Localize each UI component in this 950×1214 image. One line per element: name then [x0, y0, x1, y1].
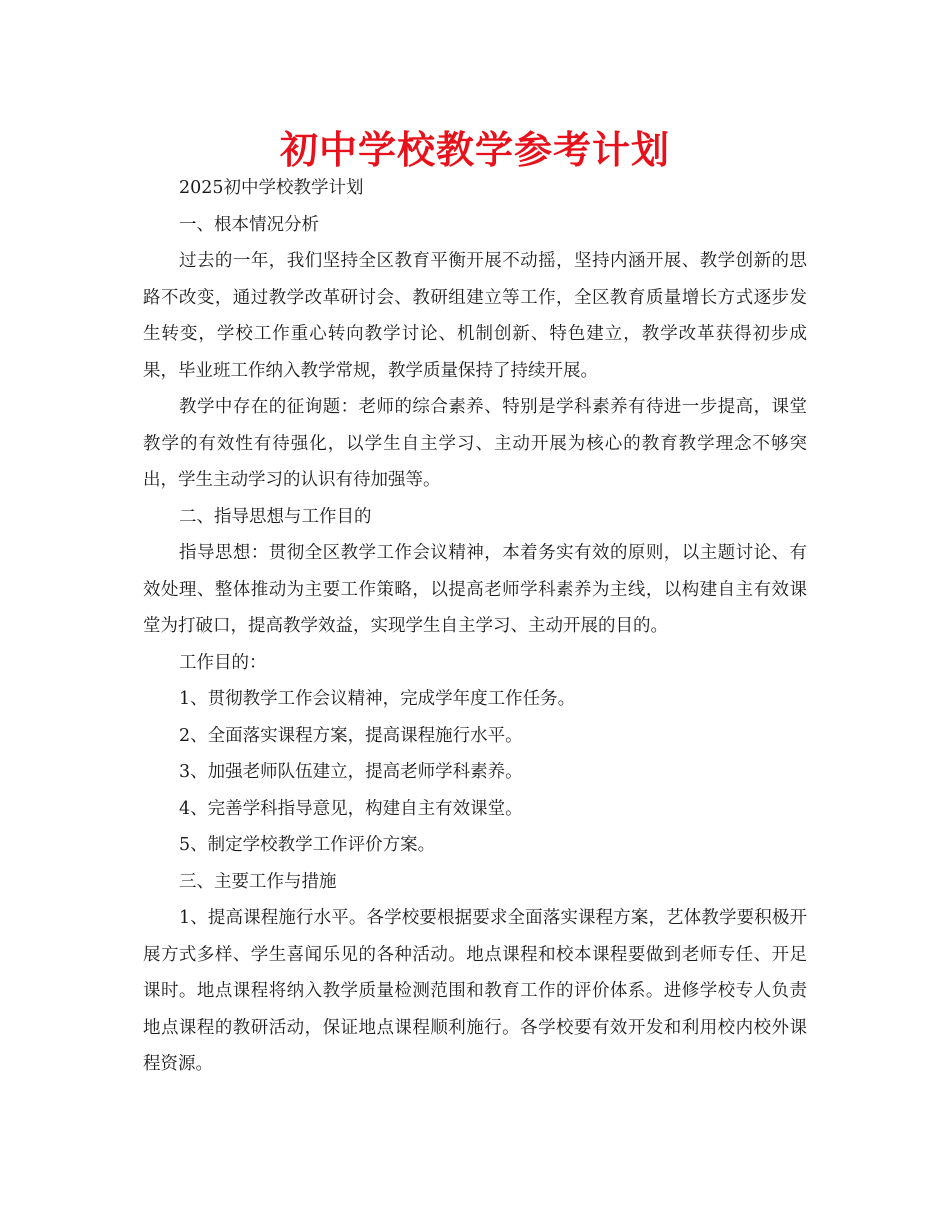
- list-item-goal-4: 4、完善学科指导意见，构建自主有效课堂。: [179, 798, 523, 819]
- paragraph-past-year: 过去的一年，我们坚持全区教育平衡开展不动摇，坚持内涵开展、教学创新的思路不改变，通过教学改革研讨会、教研组建立等工作，全区教育质量增长方式逐步发生转变，学校工作重心转向教学讨论、机制创新、特色建立，教学改革获得初步成果，毕业班工作纳入教学常规，教学质量保持了持续开展。: [143, 251, 807, 381]
- list-item-goal-3: 3、加强老师队伍建立，提高老师学科素养。: [179, 762, 523, 782]
- section-heading-situation-analysis: 一、根本情况分析: [179, 214, 319, 235]
- section-heading-main-work: 三、主要工作与措施: [179, 871, 337, 892]
- section-heading-guiding-ideas: 二、指导思想与工作目的: [179, 506, 372, 527]
- list-item-goal-2: 2、全面落实课程方案，提高课程施行水平。: [179, 725, 523, 746]
- paragraph-existing-issues: 教学中存在的征询题：老师的综合素养、特别是学科素养有待进一步提高，课堂教学的有效性有待强化，以学生自主学习、主动开展为核心的教育教学理念不够突出，学生主动学习的认识有待加强等。: [143, 397, 807, 490]
- document-title: 初中学校教学参考计划: [279, 128, 670, 172]
- plan-subtitle: 2025初中学校教学计划: [179, 178, 364, 198]
- document-body: [143, 170, 807, 1083]
- paragraph-guiding-ideas: 指导思想：贯彻全区教学工作会议精神，本着务实有效的原则，以主题讨论、有效处理、整体推动为主要工作策略，以提高老师学科素养为主线，以构建自主有效课堂为打破口，提高教学效益，实现学生自主学习、主动开展的目的。: [143, 543, 807, 636]
- list-item-goal-5: 5、制定学校教学工作评价方案。: [179, 835, 436, 855]
- paragraph-curriculum-implementation: 1、提高课程施行水平。各学校要根据要求全面落实课程方案，艺体教学要积极开展方式多样、学生喜闻乐见的各种活动。地点课程和校本课程要做到老师专任、开足课时。地点课程将纳入教学质量检测范围和教育工作的评价体系。进修学校专人负责地点课程的教研活动，保证地点课程顺利施行。各学校要有效开发和利用校内校外课程资源。: [143, 908, 807, 1074]
- work-goals-heading: 工作目的：: [179, 652, 267, 673]
- list-item-goal-1: 1、贯彻教学工作会议精神，完成学年度工作任务。: [179, 689, 576, 709]
